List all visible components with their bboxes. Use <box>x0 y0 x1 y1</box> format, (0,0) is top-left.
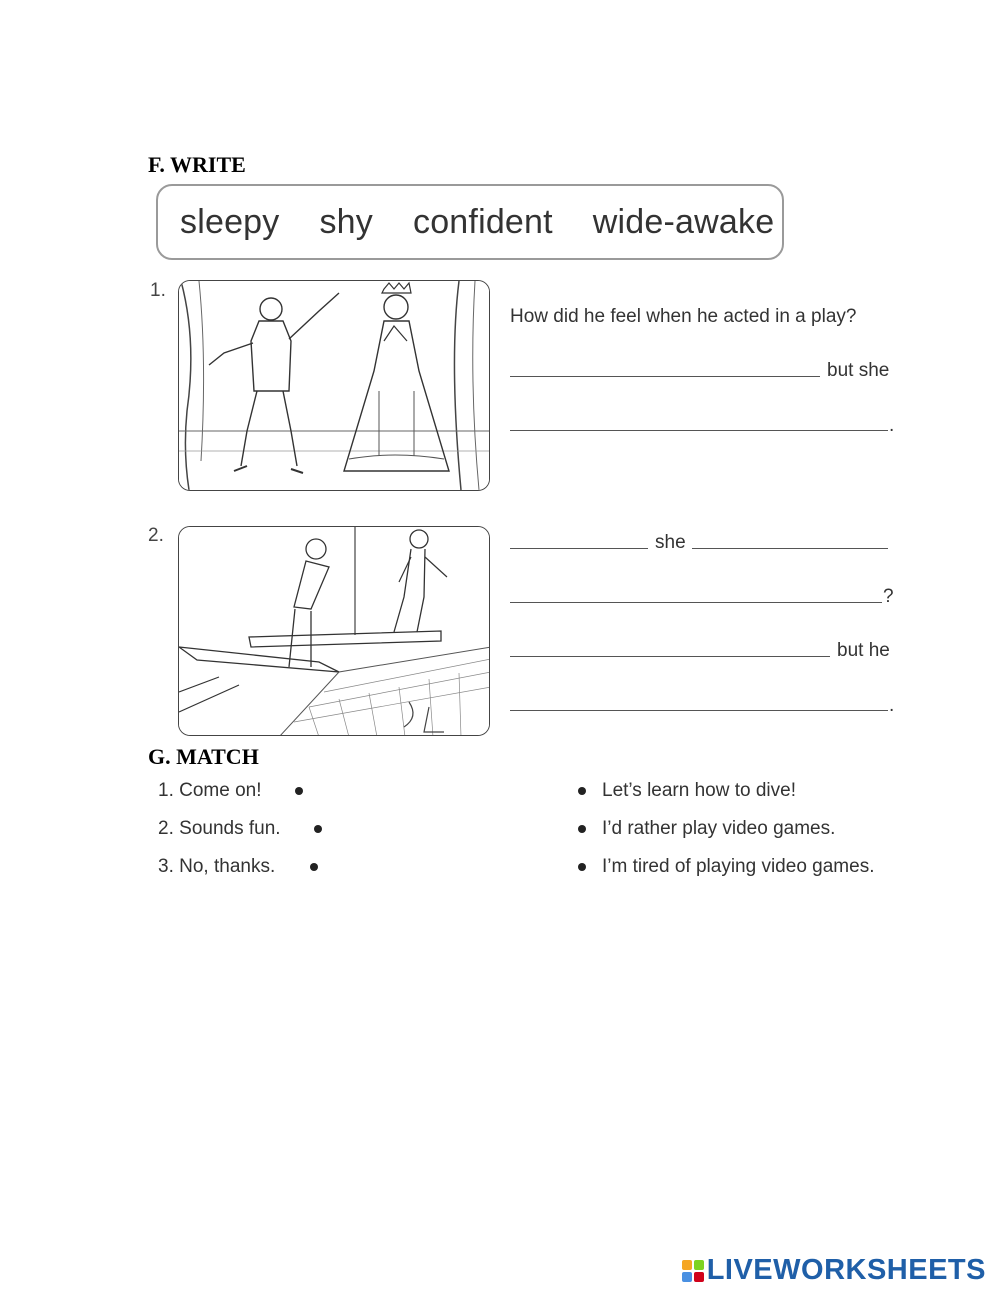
diving-board-illustration <box>178 526 490 736</box>
match-dot[interactable] <box>310 863 318 871</box>
match-right-item[interactable]: I’d rather play video games. <box>602 818 836 839</box>
answer-line[interactable] <box>510 602 882 603</box>
question-2-connector: she <box>655 532 686 553</box>
logo-tile <box>682 1260 692 1270</box>
question-2-connector-2: but he <box>837 640 890 661</box>
logo-tile <box>694 1260 704 1270</box>
match-left-number: 3. <box>158 856 174 877</box>
word-bank <box>156 184 784 260</box>
question-2-number: 2. <box>148 525 164 546</box>
match-left-text: No, thanks. <box>179 856 276 877</box>
word-bank-item: sleepy <box>180 202 280 241</box>
question-2-end: . <box>889 695 895 716</box>
match-right-item[interactable]: Let’s learn how to dive! <box>602 780 796 801</box>
match-left-text: Sounds fun. <box>179 818 281 839</box>
logo-tiles-icon <box>682 1260 704 1282</box>
match-dot[interactable] <box>314 825 322 833</box>
answer-line[interactable] <box>510 376 820 377</box>
logo-text: LIVEWORKSHEETS <box>706 1254 986 1286</box>
answer-line[interactable] <box>692 548 888 549</box>
logo-tile <box>682 1272 692 1282</box>
match-left-text: Come on! <box>179 780 262 801</box>
match-left-number: 2. <box>158 818 174 839</box>
section-f-heading: F. WRITE <box>148 152 246 177</box>
match-dot[interactable] <box>578 787 586 795</box>
match-dot[interactable] <box>578 825 586 833</box>
word-bank-item: shy <box>319 202 373 241</box>
word-bank-item: confident <box>413 202 553 241</box>
theater-play-illustration <box>178 280 490 491</box>
word-bank-item: wide-awake <box>592 202 775 241</box>
match-right-item[interactable]: I’m tired of playing video games. <box>602 856 875 877</box>
question-1-connector: but she <box>827 360 890 381</box>
match-left-number: 1. <box>158 780 174 801</box>
logo-tile <box>694 1272 704 1282</box>
question-2-mark: ? <box>883 586 894 607</box>
answer-line[interactable] <box>510 656 830 657</box>
match-left-item[interactable] <box>158 856 275 878</box>
question-1-number: 1. <box>150 280 166 301</box>
answer-line[interactable] <box>510 548 648 549</box>
match-dot[interactable] <box>295 787 303 795</box>
answer-line[interactable] <box>510 430 888 431</box>
match-left-item[interactable] <box>158 780 262 802</box>
liveworksheets-logo <box>682 1254 986 1287</box>
match-dot[interactable] <box>578 863 586 871</box>
answer-line[interactable] <box>510 710 888 711</box>
question-1-text: How did he feel when he acted in a play? <box>510 306 857 327</box>
match-left-item[interactable] <box>158 818 281 840</box>
section-g-heading: G. MATCH <box>148 744 259 769</box>
question-1-end: . <box>889 415 895 436</box>
